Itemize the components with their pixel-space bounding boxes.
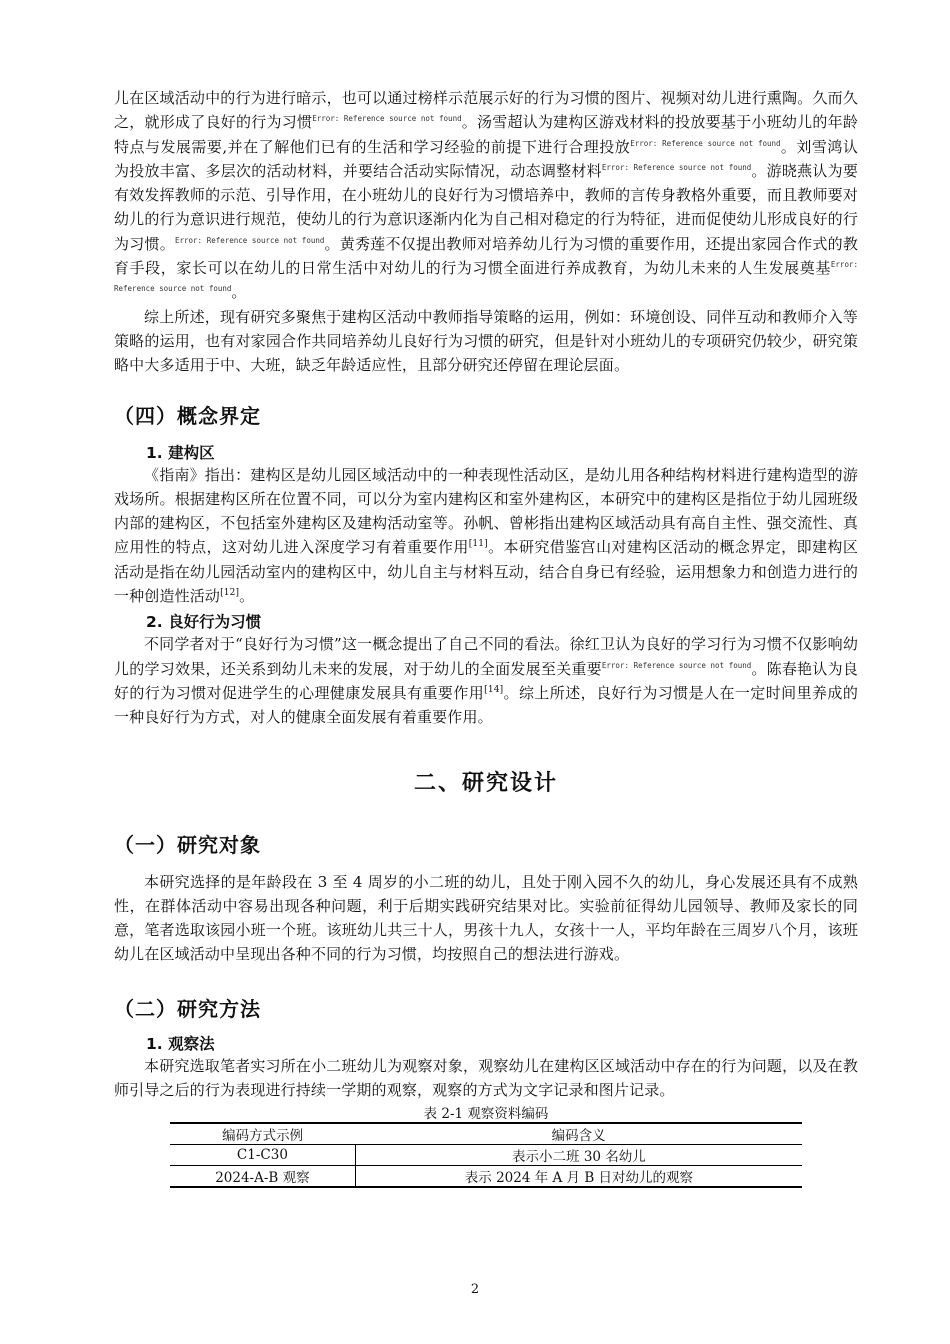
citation-error: Error: Reference source not found: [312, 114, 462, 124]
citation-error: Error: Reference source not found: [630, 138, 781, 148]
table-row: [170, 1166, 802, 1188]
section-heading-concept: （四）概念界定: [114, 403, 261, 428]
paragraph-observation: 本研究选取笔者实习所在小二班幼儿为观察对象，观察幼儿在建构区区域活动中存在的行为问题，以及在教师引导之后的行为表现进行持续一学期的观察，观察的方式为文字记录和图片记录。: [114, 1056, 858, 1100]
chapter-heading-research-design: 二、研究设计: [413, 770, 558, 796]
page-number: 2: [470, 1282, 480, 1297]
coding-table: [170, 1122, 802, 1188]
citation-ref: [11]: [468, 539, 488, 550]
section-heading-subject: （一）研究对象: [114, 832, 261, 857]
citation-error: Error: Reference source not found: [174, 235, 325, 245]
table-header-cell: 编码含义: [355, 1123, 802, 1145]
subheading-good-habits: 2. 良好行为习惯: [146, 613, 262, 632]
citation-ref: [12]: [220, 588, 240, 599]
paragraph-construction-area: 《指南》指出：建构区是幼儿园区域活动中的一种表现性活动区，是幼儿用各种结构材料进行建构造型的游戏场所。根据建构区所在位置不同，可以分为室内建构区和室外建构区，本研究中的建构区是指位于幼儿园班级内部的建构区，不包括室外建构区及建构活动室等。孙帆、曾彬指出建构区域活动具有高自主性、强交流性、真应用性的特点，这对幼儿进入深度学习有着重要作用[11]。本研究借鉴宫山对建构区活动的概念界定，即建构区活动是指在幼儿园活动室内的建构区中，幼儿自主与材料互动，结合自身已有经验，运用想象力和创造力进行的一种创造性活动[12]。: [114, 465, 858, 606]
paragraph-good-habits: 不同学者对于“良好行为习惯”这一概念提出了自己不同的看法。徐红卫认为良好的学习行为习惯不仅影响幼儿的学习效果，还关系到幼儿未来的发展，对于幼儿的全面发展至关重要$^{Error: Reference source not found}$。陈春艳认为良好的行为习惯对促进学生的心理健康发展具有重要作用[14]。综上所述，良好行为习惯是人在一定时间里养成的一种良好行为方式，对人的健康全面发展有着重要作用。: [114, 635, 858, 727]
table-header-cell: 编码方式示例: [170, 1123, 355, 1145]
subheading-observation: 1. 观察法: [146, 1034, 215, 1053]
table-cell: C1-C30: [170, 1145, 355, 1166]
table-row: [170, 1145, 802, 1166]
paragraph-literature-1: 儿在区域活动中的行为进行暗示，也可以通过榜样示范展示好的行为习惯的图片、视频对幼儿进行熏陶。久而久之，就形成了良好的行为习惯$^{Error: Reference source not found}$。汤雪超认为建构区游戏材料的投放要基于小班幼儿的年龄特点与发展需要,并在了解他们已有的生活和学习经验的前提下进行合理投放$^{Error: Reference source not found}$。刘雪鸿认为投放丰富、多层次的活动材料，并要结合活动实际情况，动态调整材料$^{Error: Reference source not found}$。游晓燕认为要有效发挥教师的示范、引导作用，在小班幼儿的良好行为习惯培养中，教师的言传身教格外重要，而且教师要对幼儿的行为意识进行规范，使幼儿的行为意识逐渐内化为自己相对稳定的行为特征，进而促使幼儿形成良好的行为习惯。$^{Error: Reference source not found}$。黄秀莲不仅提出教师对培养幼儿行为习惯的重要作用，还提出家园合作式的教育手段，家长可以在幼儿的日常生活中对幼儿的行为习惯全面进行养成教育，为幼儿未来的人生发展奠基$^{Error: Reference source not found}$。: [114, 89, 859, 302]
paragraph-summary: 综上所述，现有研究多聚焦于建构区活动中教师指导策略的运用，例如：环境创设、同伴互动和教师介入等策略的运用，也有对家园合作共同培养幼儿良好行为习惯的研究，但是针对小班幼儿的专项研究仍较少，研究策略中大多适用于中、大班，缺乏年龄适应性，且部分研究还停留在理论层面。: [114, 307, 858, 375]
paragraph-subject: 本研究选择的是年龄段在 3 至 4 周岁的小二班的幼儿，且处于刚入园不久的幼儿，身心发展还具有不成熟性，在群体活动中容易出现各种问题，利于后期实践研究结果对比。实验前征得幼儿园领导、教师及家长的同意，笔者选取该园小班一个班。该班幼儿共三十人，男孩十九人，女孩十一人，平均年龄在三周岁八个月，该班幼儿在区域活动中呈现出各种不同的行为习惯，均按照自己的想法进行游戏。: [114, 872, 858, 964]
document-page: [114, 86, 858, 1188]
table-cell: 表示小二班 30 名幼儿: [355, 1145, 802, 1166]
table-caption: 表 2-1 观察资料编码: [423, 1106, 549, 1123]
citation-error: Error: Reference source not found: [601, 660, 752, 670]
citation-error: Error: Reference source not found: [601, 162, 752, 172]
citation-ref: [14]: [484, 684, 504, 695]
citation-error: Error: Reference source not found: [114, 260, 858, 294]
table-header-row: [170, 1123, 802, 1145]
table-cell: 2024-A-B 观察: [170, 1166, 355, 1188]
section-heading-method: （二）研究方法: [114, 996, 261, 1021]
table-cell: 表示 2024 年 A 月 B 日对幼儿的观察: [355, 1166, 802, 1188]
subheading-construction-area: 1. 建构区: [146, 443, 215, 462]
